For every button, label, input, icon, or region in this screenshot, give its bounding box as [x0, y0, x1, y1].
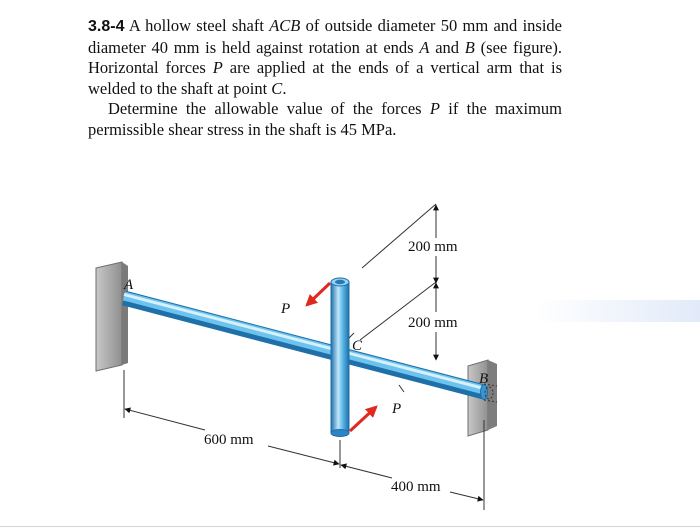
statement-segment: ACB: [269, 16, 301, 35]
label-a: A: [124, 277, 134, 293]
statement-segment: A hollow steel shaft: [124, 16, 270, 35]
bottom-divider: [0, 526, 700, 527]
question-segment: if the maximum permissible shear stress in the shaft is 45 MPa.: [88, 99, 562, 139]
statement-segment: B: [464, 37, 475, 57]
problem-number: 3.8-4: [88, 18, 125, 35]
statement-segment: of outside diameter 50 mm and inside diameter 40 mm is held against rotation at ends: [88, 16, 562, 57]
vertical-arm: [331, 278, 349, 437]
label-force-top: P: [281, 301, 291, 317]
dimension-middle: 200 mm: [408, 315, 458, 331]
label-c: C: [352, 338, 363, 354]
statement-segment: are applied at the ends of a vertical arm that is welded to the shaft at point: [88, 58, 563, 98]
statement-segment: and: [429, 37, 465, 57]
label-force-bottom: P: [392, 401, 402, 417]
dimension-right: 400 mm: [391, 479, 441, 495]
statement-segment: C: [271, 78, 283, 98]
question-segment: P: [429, 99, 440, 119]
force-arrow-bottom: [350, 407, 376, 431]
main-shaft: [124, 295, 488, 400]
force-arrow-top: [307, 283, 330, 305]
statement-segment: .: [282, 78, 287, 98]
statement-segment: P: [212, 58, 223, 78]
dimension-top: 200 mm: [408, 239, 458, 255]
dimension-left: 600 mm: [204, 432, 254, 448]
label-b: B: [479, 371, 489, 387]
statement-segment: (see figure). Horizontal forces: [88, 37, 562, 78]
statement-segment: A: [419, 37, 430, 57]
question-segment: Determine the allowable value of the forces: [108, 99, 430, 119]
